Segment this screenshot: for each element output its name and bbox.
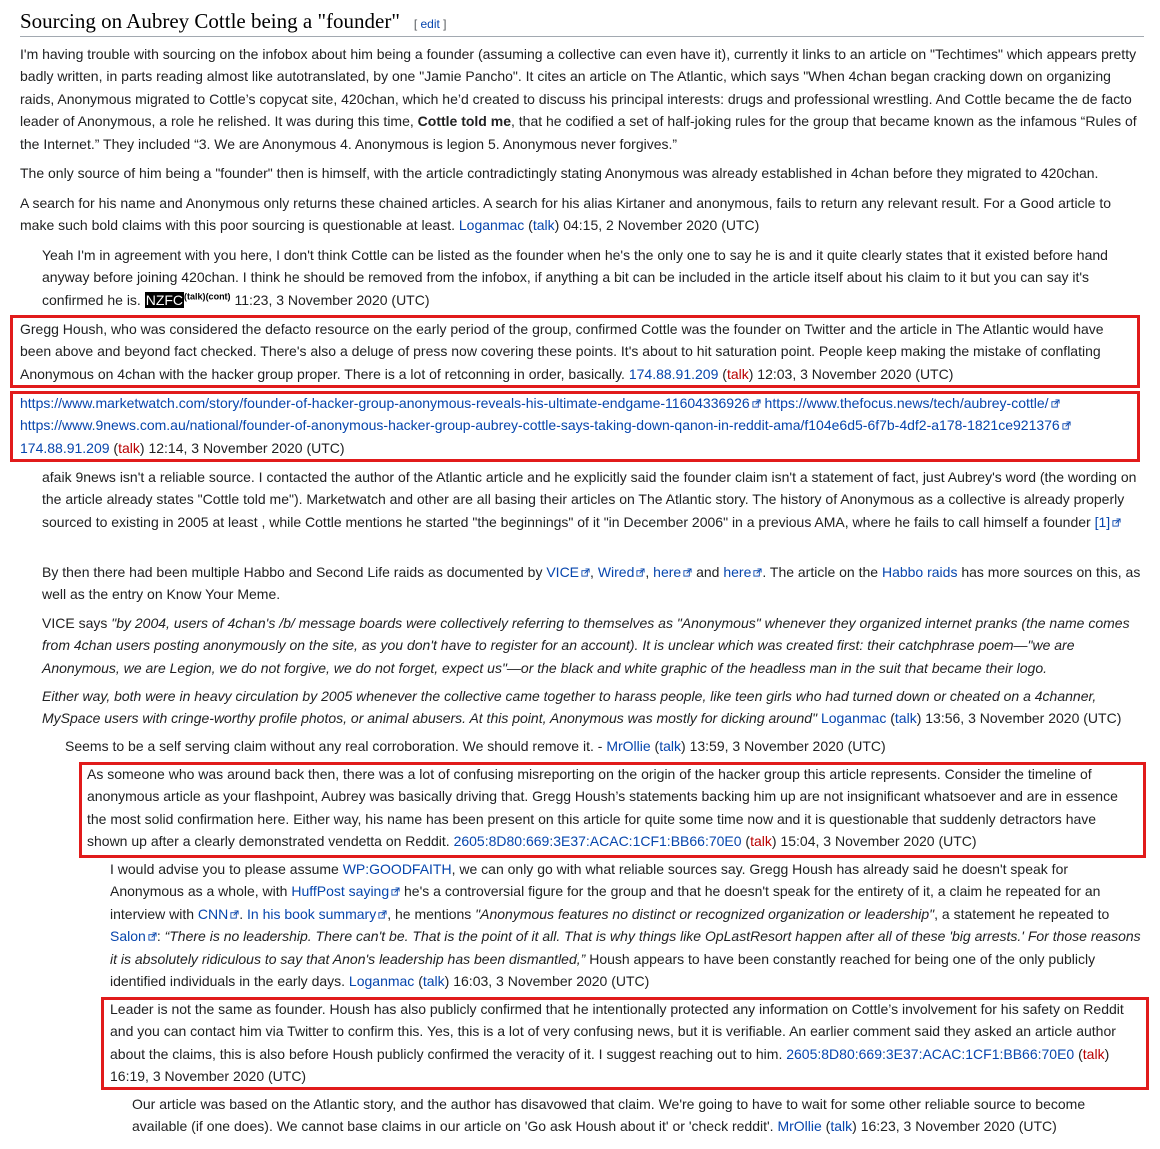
user-talk-link[interactable]: talk <box>532 217 555 234</box>
comment-paragraph: A search for his name and Anonymous only returns these chained articles. A search for his alias Kirtaner and anonymous, fails to return any relevant result. For a Good article to make such bold claims with this poor sourcing is questionable at least. Loganmac (talk) 04:15, 2 November 2020 (UTC) <box>20 195 1112 234</box>
comment-paragraph: I'm having trouble with sourcing on the infobox about him being a founder (assuming a collective can even have it), currently it links to an article on "Techtimes" which appears pretty badly written, in parts reading almost like autotranslated, by one "Jamie Pancho". It cites an article on The Atlantic, which says "When 4chan began cracking down on organizing raids, Anonymous migrated to Cottle’s copycat site, 420chan, which he’d created to discuss his principal interests: drugs and professional wrestling. And Cottle became the de facto leader of Anonymous, a role he relished. It was during this time, Cottle told me, that he codified a set of half-joking rules for the group that became known as the infamous “Rules of the Internet.” They included “3. We are Anonymous 4. Anonymous is legion 5. Anonymous never forgives.” <box>20 46 1137 152</box>
reply-comment: VICE says "by 2004, users of 4chan's /b/ message boards were collectively referring to themselves as "Anonymous" whenever they organized internet pranks (the name comes from 4chan users posting anonymously on the site, as you don't have to register for an account). It is unclear which was created first: their catchphrase poem—"we are Anonymous, we are Legion, we do not forgive, we do not forget, expect us"—or the black and white graphic of the headless man in the suit that became their logo. <box>42 615 1130 676</box>
comment-paragraph: The only source of him being a "founder" then is himself, with the article contradictingly stating Anonymous was already established in 4chan before they migrated to 420chan. <box>20 165 1099 181</box>
user-talk-link[interactable]: talk <box>894 710 917 727</box>
section-title: Sourcing on Aubrey Cottle being a "founder" <box>20 9 400 33</box>
external-link-wired[interactable]: Wired <box>597 564 635 580</box>
external-link-icon <box>230 910 239 919</box>
external-link-vice[interactable]: VICE <box>546 564 580 580</box>
timestamp: 11:23, 3 November 2020 (UTC) <box>230 291 430 308</box>
edit-section-link[interactable]: [ edit ] <box>413 17 447 31</box>
ip-contribs-link[interactable]: 2605:8D80:669:3E37:ACAC:1CF1:BB66:70E0 <box>453 833 742 850</box>
reply-comment: Leader is not the same as founder. Housh has also publicly confirmed that he intentionally protected any information on Cottle’s involvement for his safety on Reddit and you can contact him via Twitter to confirm this. Yes, this is a lot of very confusing news, but it is verifiable. An earlier comment said they asked an article author about the claims, this is also before Housh publicly confirmed the veracity of it. I suggest reaching out to him. 2605:8D80:669:3E37:ACAC:1CF1:BB66:70E0 (talk) 16:19, 3 November 2020 (UTC) <box>110 1001 1124 1085</box>
external-link-icon <box>148 932 157 941</box>
wiki-link-habbo-raids[interactable]: Habbo raids <box>881 564 958 580</box>
external-link-thefocus[interactable]: https://www.thefocus.news/tech/aubrey-cottle/ <box>764 395 1049 411</box>
quotation: “There is no leadership. There can't be. That is the point of it all. That is why things like OpLastResort happen after all of these 'big arrests.' For those reasons it is absolutely ridiculous to say that Anon's leadership has been dismantled,” <box>110 928 1141 967</box>
external-link-9news[interactable]: https://www.9news.com.au/national/founder-of-anonymous-hacker-group-aubrey-cottle-says-taking-down-qanon-in-reddit-ama/f104e6d5-6f7b-4df2-a178-1821ce921376 <box>20 417 1060 434</box>
external-link-icon <box>683 568 692 577</box>
quotation: Either way, both were in heavy circulation by 2005 whenever the collective came together to harass people, like teen girls who had turned down or cheated on a 4channer, MySpace users with cringe-worthy profile photos, or animal abusers. At this point, Anonymous was mostly for dicking around" <box>42 688 1097 727</box>
user-link-loganmac[interactable]: Loganmac <box>820 710 887 727</box>
user-talk-link[interactable]: talk <box>1082 1045 1105 1062</box>
user-talk-link[interactable]: talk <box>422 973 445 990</box>
user-link-mrollie[interactable]: MrOllie <box>777 1118 822 1135</box>
external-link-icon <box>1062 421 1071 430</box>
timestamp: 16:23, 3 November 2020 (UTC) <box>860 1118 1057 1135</box>
reply-comment: Either way, both were in heavy circulation by 2005 whenever the collective came together to harass people, like teen girls who had turned down or cheated on a 4channer, MySpace users with cringe-worthy profile photos, or animal abusers. At this point, Anonymous was mostly for dicking around" Loganmac (talk) 13:56, 3 November 2020 (UTC) <box>42 688 1122 727</box>
external-link-icon <box>378 910 387 919</box>
user-link-loganmac[interactable]: Loganmac <box>348 973 415 990</box>
external-link-here-1[interactable]: here <box>653 564 682 580</box>
user-talk-link[interactable]: talk <box>726 365 749 382</box>
external-link-book-summary[interactable]: In his book summary <box>247 905 377 922</box>
timestamp: 16:19, 3 November 2020 (UTC) <box>110 1068 307 1085</box>
timestamp: 12:14, 3 November 2020 (UTC) <box>148 439 345 456</box>
reference-link[interactable]: [1] <box>1094 513 1111 530</box>
user-link-loganmac[interactable]: Loganmac <box>458 217 525 234</box>
reply-comment: I would advise you to please assume WP:GOODFAITH, we can only go with what reliable sources say. Gregg Housh has already said he doesn't speak for Anonymous as a whole, with HuffPost saying he's a controversial figure for the group and that he doesn't speak for the entirety of it, a claim he repeated for an interview with CNN . In his book summary , he mentions "Anonymous features no distinct or recognized organization or leadership", a statement he repeated to Salon : “There is no leadership. There can't be. That is the point of it all. That is why things like OpLastResort happen after all of these 'big arrests.' For those reasons it is absolutely ridiculous to say that Anon's leadership has been dismantled,” Housh appears to have been constantly reached for being one of the only publicly identified individuals in the early days. Loganmac (talk) 16:03, 3 November 2020 (UTC) <box>110 861 1141 990</box>
user-talk-link[interactable]: talk <box>830 1118 853 1135</box>
external-link-icon <box>1112 518 1121 527</box>
external-link-huffpost[interactable]: HuffPost saying <box>291 883 390 900</box>
edit-link[interactable]: edit <box>420 17 440 31</box>
external-link-salon[interactable]: Salon <box>110 928 146 945</box>
section-heading <box>20 6 1144 37</box>
reply-comment: By then there had been multiple Habbo and Second Life raids as documented by VICE , Wired , here and here . The article on the Habbo raids has more sources on this, as well as the entry on Know Your Meme. <box>42 564 1141 603</box>
ip-contribs-link[interactable]: 174.88.91.209 <box>20 439 110 456</box>
user-talk-link[interactable]: talk <box>659 738 682 754</box>
timestamp: 15:04, 3 November 2020 (UTC) <box>780 833 977 850</box>
timestamp: 13:56, 3 November 2020 (UTC) <box>925 710 1122 727</box>
external-link-icon <box>581 568 590 577</box>
reply-comment: Seems to be a self serving claim without any real corroboration. We should remove it. - MrOllie (talk) 13:59, 3 November 2020 (UTC) <box>65 738 886 754</box>
user-talk-link[interactable]: talk <box>118 439 140 456</box>
reply-comment: Yeah I'm in agreement with you here, I don't think Cottle can be listed as the founder when he's the only one to say he is and it quite clearly states that it existed before hand anyway before joining 420chan. I think he should be removed from the infobox, if anything a bit can be included in the article itself about his claim to it but you can say it's confirmed he is. $NZFC^{(talk)(cont)}$ 11:23, 3 November 2020 (UTC) <box>42 247 1108 308</box>
timestamp: 04:15, 2 November 2020 (UTC) <box>563 217 760 234</box>
quotation: "Anonymous features no distinct or recognized organization or leadership" <box>475 905 935 922</box>
user-talk-link[interactable]: (talk) <box>184 291 206 302</box>
reply-comment: https://www.marketwatch.com/story/founder-of-hacker-group-anonymous-reveals-his-ultimate-endgame-11604336926 https://www.thefocus.news/tech/aubrey-cottle/ https://www.9news.com.au/national/founder-of-anonymous-hacker-group-aubrey-cottle-says-taking-down-qanon-in-reddit-ama/f104e6d5-6f7b-4df2-a178-1821ce921376 174.88.91.209 (talk) 12:14, 3 November 2020 (UTC) <box>20 392 1132 459</box>
timestamp: 16:03, 3 November 2020 (UTC) <box>453 973 650 990</box>
reply-comment: afaik 9news isn't a reliable source. I contacted the author of the Atlantic article and he explicitly said the founder claim isn't a statement of fact, just Aubrey's word (the wording on the article already states "Cottle told me"). Marketwatch and other are all basing their articles on The Atlantic story. The history of Anonymous as a collective is already properly sourced to existing in 2005 at least , while Cottle mentions he started "the beginnings" of it "in December 2006" in a previous AMA, where he fails to call himself a founder [1] <box>42 469 1137 530</box>
quotation: "by 2004, users of 4chan's /b/ message boards were collectively referring to themselves as "Anonymous" whenever they organized internet pranks (the name comes from 4chan users posting anonymously on the site, as you don't have to register for an account). It is unclear which was created first: their catchphrase poem—"we are Anonymous, we are Legion, we do not forgive, we do not forget, expect us"—or the black and white graphic of the headless man in the suit that became their logo. <box>42 615 1130 676</box>
user-talk-link[interactable]: talk <box>750 833 772 850</box>
ip-contribs-link[interactable]: 2605:8D80:669:3E37:ACAC:1CF1:BB66:70E0 <box>786 1045 1075 1062</box>
external-link-here-2[interactable]: here <box>723 564 752 580</box>
external-link-icon <box>752 399 761 408</box>
external-link-marketwatch[interactable]: https://www.marketwatch.com/story/founder-of-hacker-group-anonymous-reveals-his-ultimate-endgame-11604336926 <box>20 395 750 411</box>
reply-comment: As someone who was around back then, there was a lot of confusing misreporting on the origin of the hacker group this article represents. Consider the timeline of anonymous article as your flashpoint, Aubrey was basically driving that. Gregg Housh’s statements backing him up are not insignificant whatsoever and are in essence the most solid confirmation here. Either way, his name has been present on this article for quite some time now and it is questionable that suddenly detractors have shown up after a clearly demonstrated vendetta on Reddit. 2605:8D80:669:3E37:ACAC:1CF1:BB66:70E0 (talk) 15:04, 3 November 2020 (UTC) <box>87 766 1118 850</box>
wiki-link-goodfaith[interactable]: WP:GOODFAITH <box>342 861 452 877</box>
user-contribs-link[interactable]: (cont) <box>205 291 231 302</box>
ip-contribs-link[interactable]: 174.88.91.209 <box>628 365 719 382</box>
external-link-cnn[interactable]: CNN <box>197 905 229 922</box>
timestamp: 12:03, 3 November 2020 (UTC) <box>757 365 954 382</box>
external-link-icon <box>753 568 762 577</box>
external-link-icon <box>1051 399 1060 408</box>
reply-comment: Our article was based on the Atlantic story, and the author has disavowed that claim. We're going to have to wait for some other reliable source to become available (if one does). We cannot base claims in our article on 'Go ask Housh about it' or 'check reddit'. MrOllie (talk) 16:23, 3 November 2020 (UTC) <box>132 1096 1086 1135</box>
user-link-nzfc[interactable]: NZFC <box>145 291 184 308</box>
reply-comment: Gregg Housh, who was considered the defacto resource on the early period of the group, confirmed Cottle was the founder on Twitter and the article in The Atlantic would have been above and beyond fact checked. There's also a deluge of press now covering these points. It's about to hit saturation point. People keep making the mistake of conflating Anonymous on 4chan with the hacker group proper. There is a lot of retconning in order, basically. 174.88.91.209 (talk) 12:03, 3 November 2020 (UTC) <box>20 321 1104 382</box>
external-link-icon <box>391 887 400 896</box>
user-link-mrollie[interactable]: MrOllie <box>606 738 651 754</box>
timestamp: 13:59, 3 November 2020 (UTC) <box>689 738 886 754</box>
